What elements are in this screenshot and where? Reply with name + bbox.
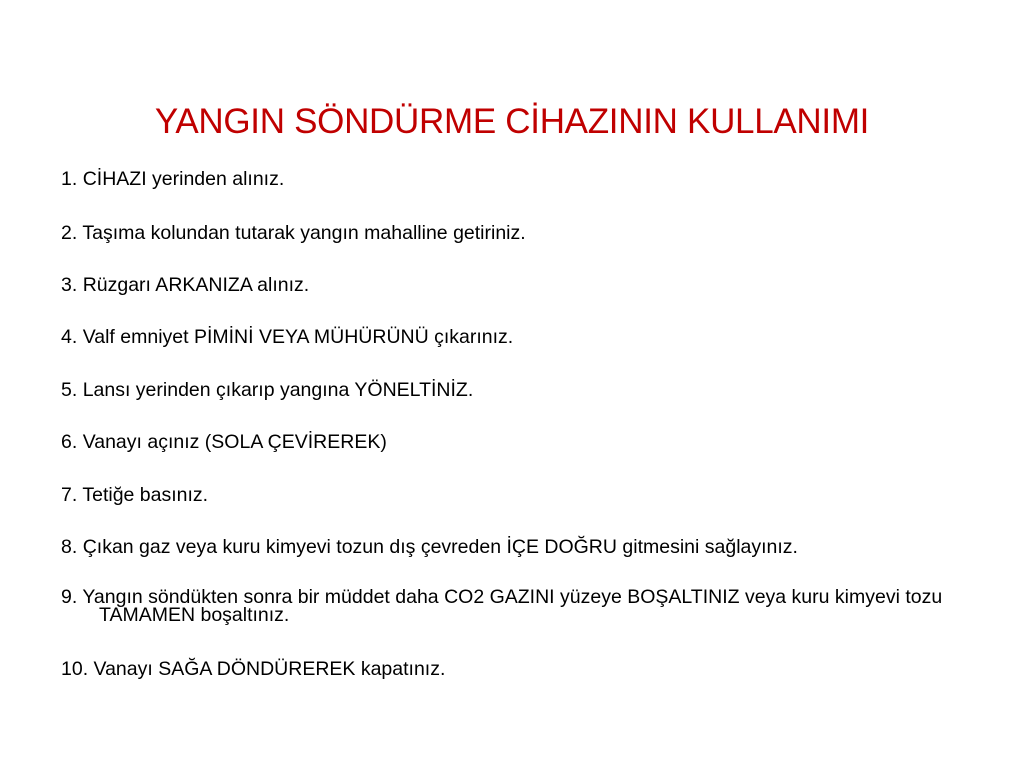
step-number: 1.: [61, 168, 78, 190]
list-item: [61, 328, 981, 346]
step-number: 4.: [61, 326, 78, 348]
list-item: [61, 276, 981, 294]
list-item: [61, 538, 981, 556]
list-item: [61, 381, 981, 399]
step-text: CİHAZI yerinden alınız.: [82, 168, 285, 190]
list-item: [61, 224, 981, 242]
step-number: 9.: [61, 586, 78, 608]
step-text: Lansı yerinden çıkarıp yangına YÖNELTİNİZ.: [82, 379, 474, 401]
step-text: Valf emniyet PİMİNİ VEYA MÜHÜRÜNÜ çıkarınız.: [82, 326, 514, 348]
list-item: [61, 170, 981, 188]
step-number: 6.: [61, 431, 78, 453]
step-text: Rüzgarı ARKANIZA alınız.: [82, 274, 310, 296]
step-text: Vanayı açınız (SOLA ÇEVİREREK): [82, 431, 387, 453]
step-text: Vanayı SAĞA DÖNDÜREREK kapatınız.: [93, 658, 446, 680]
step-number: 8.: [61, 536, 78, 558]
step-number: 3.: [61, 274, 78, 296]
step-text: Taşıma kolundan tutarak yangın mahalline getiriniz.: [82, 222, 526, 244]
step-number: 2.: [61, 222, 78, 244]
step-text: Tetiğe basınız.: [82, 484, 209, 506]
step-number: 5.: [61, 379, 78, 401]
list-item: [61, 433, 981, 451]
list-item: [61, 588, 981, 624]
step-text: Çıkan gaz veya kuru kimyevi tozun dış çevreden İÇE DOĞRU gitmesini sağlayınız.: [82, 536, 798, 558]
step-number: 10.: [61, 658, 89, 680]
list-item: [61, 660, 981, 678]
slide-title: YANGIN SÖNDÜRME CİHAZININ KULLANIMI: [154, 102, 870, 141]
step-number: 7.: [61, 484, 78, 506]
list-item: [61, 486, 981, 504]
step-text: Yangın söndükten sonra bir müddet daha CO2 GAZINI yüzeye BOŞALTINIZ veya kuru kimyevi tozu TAMAMEN boşaltınız.: [82, 586, 943, 626]
